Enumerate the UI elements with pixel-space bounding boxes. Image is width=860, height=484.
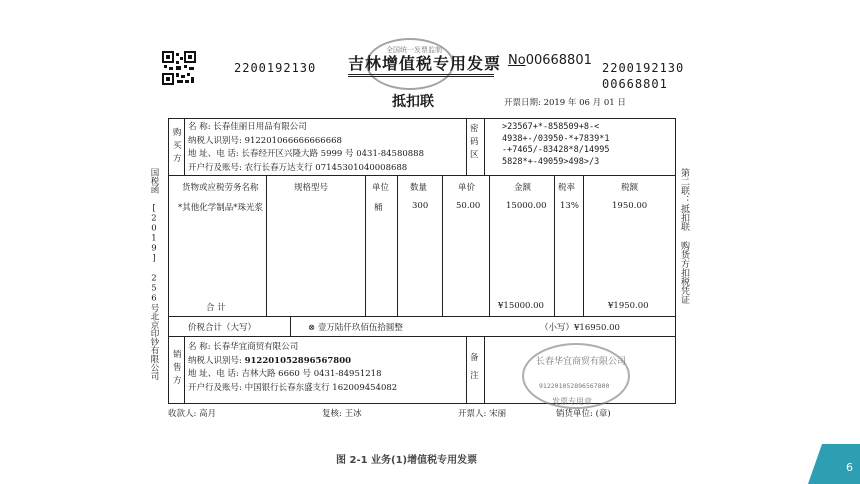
col-rate: 税率 — [558, 183, 576, 193]
col-price: 单价 — [458, 183, 476, 193]
invoice-number-right: 00668801 — [602, 77, 668, 91]
seller-stamp-name: 长春华宜商贸有限公司 — [536, 357, 627, 367]
seller-tax-id: 912201052896567800 — [244, 355, 352, 366]
copy-name: 抵扣联 — [392, 94, 434, 110]
buyer-address: 长春经开区兴隆大路 5999 号 0431-84580888 — [241, 149, 424, 159]
buyer-addr-label: 地 址、电 话: — [188, 149, 239, 159]
buyer-bank: 农行长春万达支行 07145301040008688 — [244, 162, 408, 173]
seller-name: 长春华宜商贸有限公司 — [213, 342, 299, 352]
remark-label: 备注 — [470, 353, 479, 381]
buyer-name-label: 名 称: — [188, 122, 211, 132]
seller-stamp-bottom: 发票专用章 — [552, 397, 592, 406]
item-name: *其他化学制品*珠光浆 — [178, 203, 264, 213]
seller-section-label: 销售方 — [173, 350, 182, 386]
total-amount: ¥15000.00 — [498, 301, 544, 311]
seller-addr-label: 地 址、电 话: — [188, 369, 239, 379]
invoice-code-right: 2200192130 — [602, 61, 685, 75]
page-number-badge — [808, 444, 860, 484]
item-tax: 1950.00 — [612, 201, 648, 211]
footer-seller-unit: 销货单位: (章) — [556, 409, 611, 419]
qr-code-icon — [162, 51, 196, 85]
seller-block — [188, 341, 397, 395]
invoice-card — [126, 23, 710, 470]
grand-total-label: 价税合计（大写） — [188, 323, 257, 333]
item-price: 50.00 — [456, 201, 481, 211]
issue-date: 开票日期: 2019 年 06 月 01 日 — [504, 98, 626, 108]
number-prefix: No — [508, 53, 526, 68]
buyer-section-label: 购买方 — [173, 128, 182, 164]
side-left-text: 国税函 [2019] 256号北京印钞有限公司 — [149, 168, 159, 380]
seller-bank: 中国银行长春东盛支行 162009454082 — [244, 382, 398, 393]
item-qty: 300 — [412, 201, 429, 211]
buyer-tax-id: 912201066666666668 — [244, 135, 342, 146]
seller-stamp — [522, 343, 630, 409]
item-amount: 15000.00 — [506, 201, 547, 211]
invoice-title: 吉林增值税专用发票 — [348, 54, 502, 73]
side-right-text: 第二联：抵扣联 购货方扣税凭证 — [679, 168, 689, 304]
invoice-number — [508, 53, 592, 68]
cipher-line: >23567+*-858509+8-< — [502, 122, 600, 132]
seller-tax-label: 纳税人识别号: — [188, 355, 242, 366]
seller-address: 吉林大路 6660 号 0431-84951218 — [241, 369, 382, 379]
buyer-bank-label: 开户行及账号: — [188, 162, 242, 173]
number-value: 00668801 — [525, 53, 592, 68]
item-rate: 13% — [560, 201, 579, 211]
col-spec: 规格型号 — [294, 183, 329, 193]
cipher-line: 4938+-/03950-*+7839*1 — [502, 133, 610, 144]
total-tax: ¥1950.00 — [608, 301, 649, 311]
footer-payee: 收款人: 高月 — [168, 409, 217, 419]
col-unit: 单位 — [372, 183, 390, 193]
cipher-block — [502, 122, 609, 168]
page-number: 6 — [846, 461, 853, 474]
col-tax: 税额 — [621, 183, 639, 193]
col-name: 货物或应税劳务名称 — [182, 183, 259, 193]
grand-total-small: （小写）¥16950.00 — [540, 323, 620, 333]
cipher-line: -+7465/-83428*8/14995 — [502, 145, 610, 155]
buyer-name: 长春佳丽日用品有限公司 — [213, 122, 307, 132]
seller-bank-label: 开户行及账号: — [188, 382, 242, 393]
col-qty: 数量 — [410, 183, 428, 193]
item-unit: 桶 — [374, 203, 383, 213]
cipher-line: 5828*+-49059>498>/3 — [502, 156, 600, 167]
seller-stamp-tax: 912201052896567800 — [539, 382, 610, 390]
seller-name-label: 名 称: — [188, 342, 211, 352]
invoice-code-left: 2200192130 — [234, 61, 317, 75]
footer-reviewer: 复核: 王冰 — [322, 409, 362, 419]
stamp-top-text: 全国统一发票监制 — [386, 46, 442, 54]
figure-caption: 图 2-1 业务(1)增值税专用发票 — [336, 455, 478, 466]
col-amount: 金额 — [514, 183, 532, 193]
buyer-block — [188, 121, 424, 175]
buyer-tax-label: 纳税人识别号: — [188, 135, 242, 146]
cipher-label: 密码区 — [470, 124, 479, 160]
grand-total-caps: ⊗ 壹万陆仟玖佰伍拾圆整 — [308, 323, 403, 333]
footer-drawer: 开票人: 宋丽 — [458, 409, 507, 419]
total-label: 合 计 — [206, 303, 226, 313]
